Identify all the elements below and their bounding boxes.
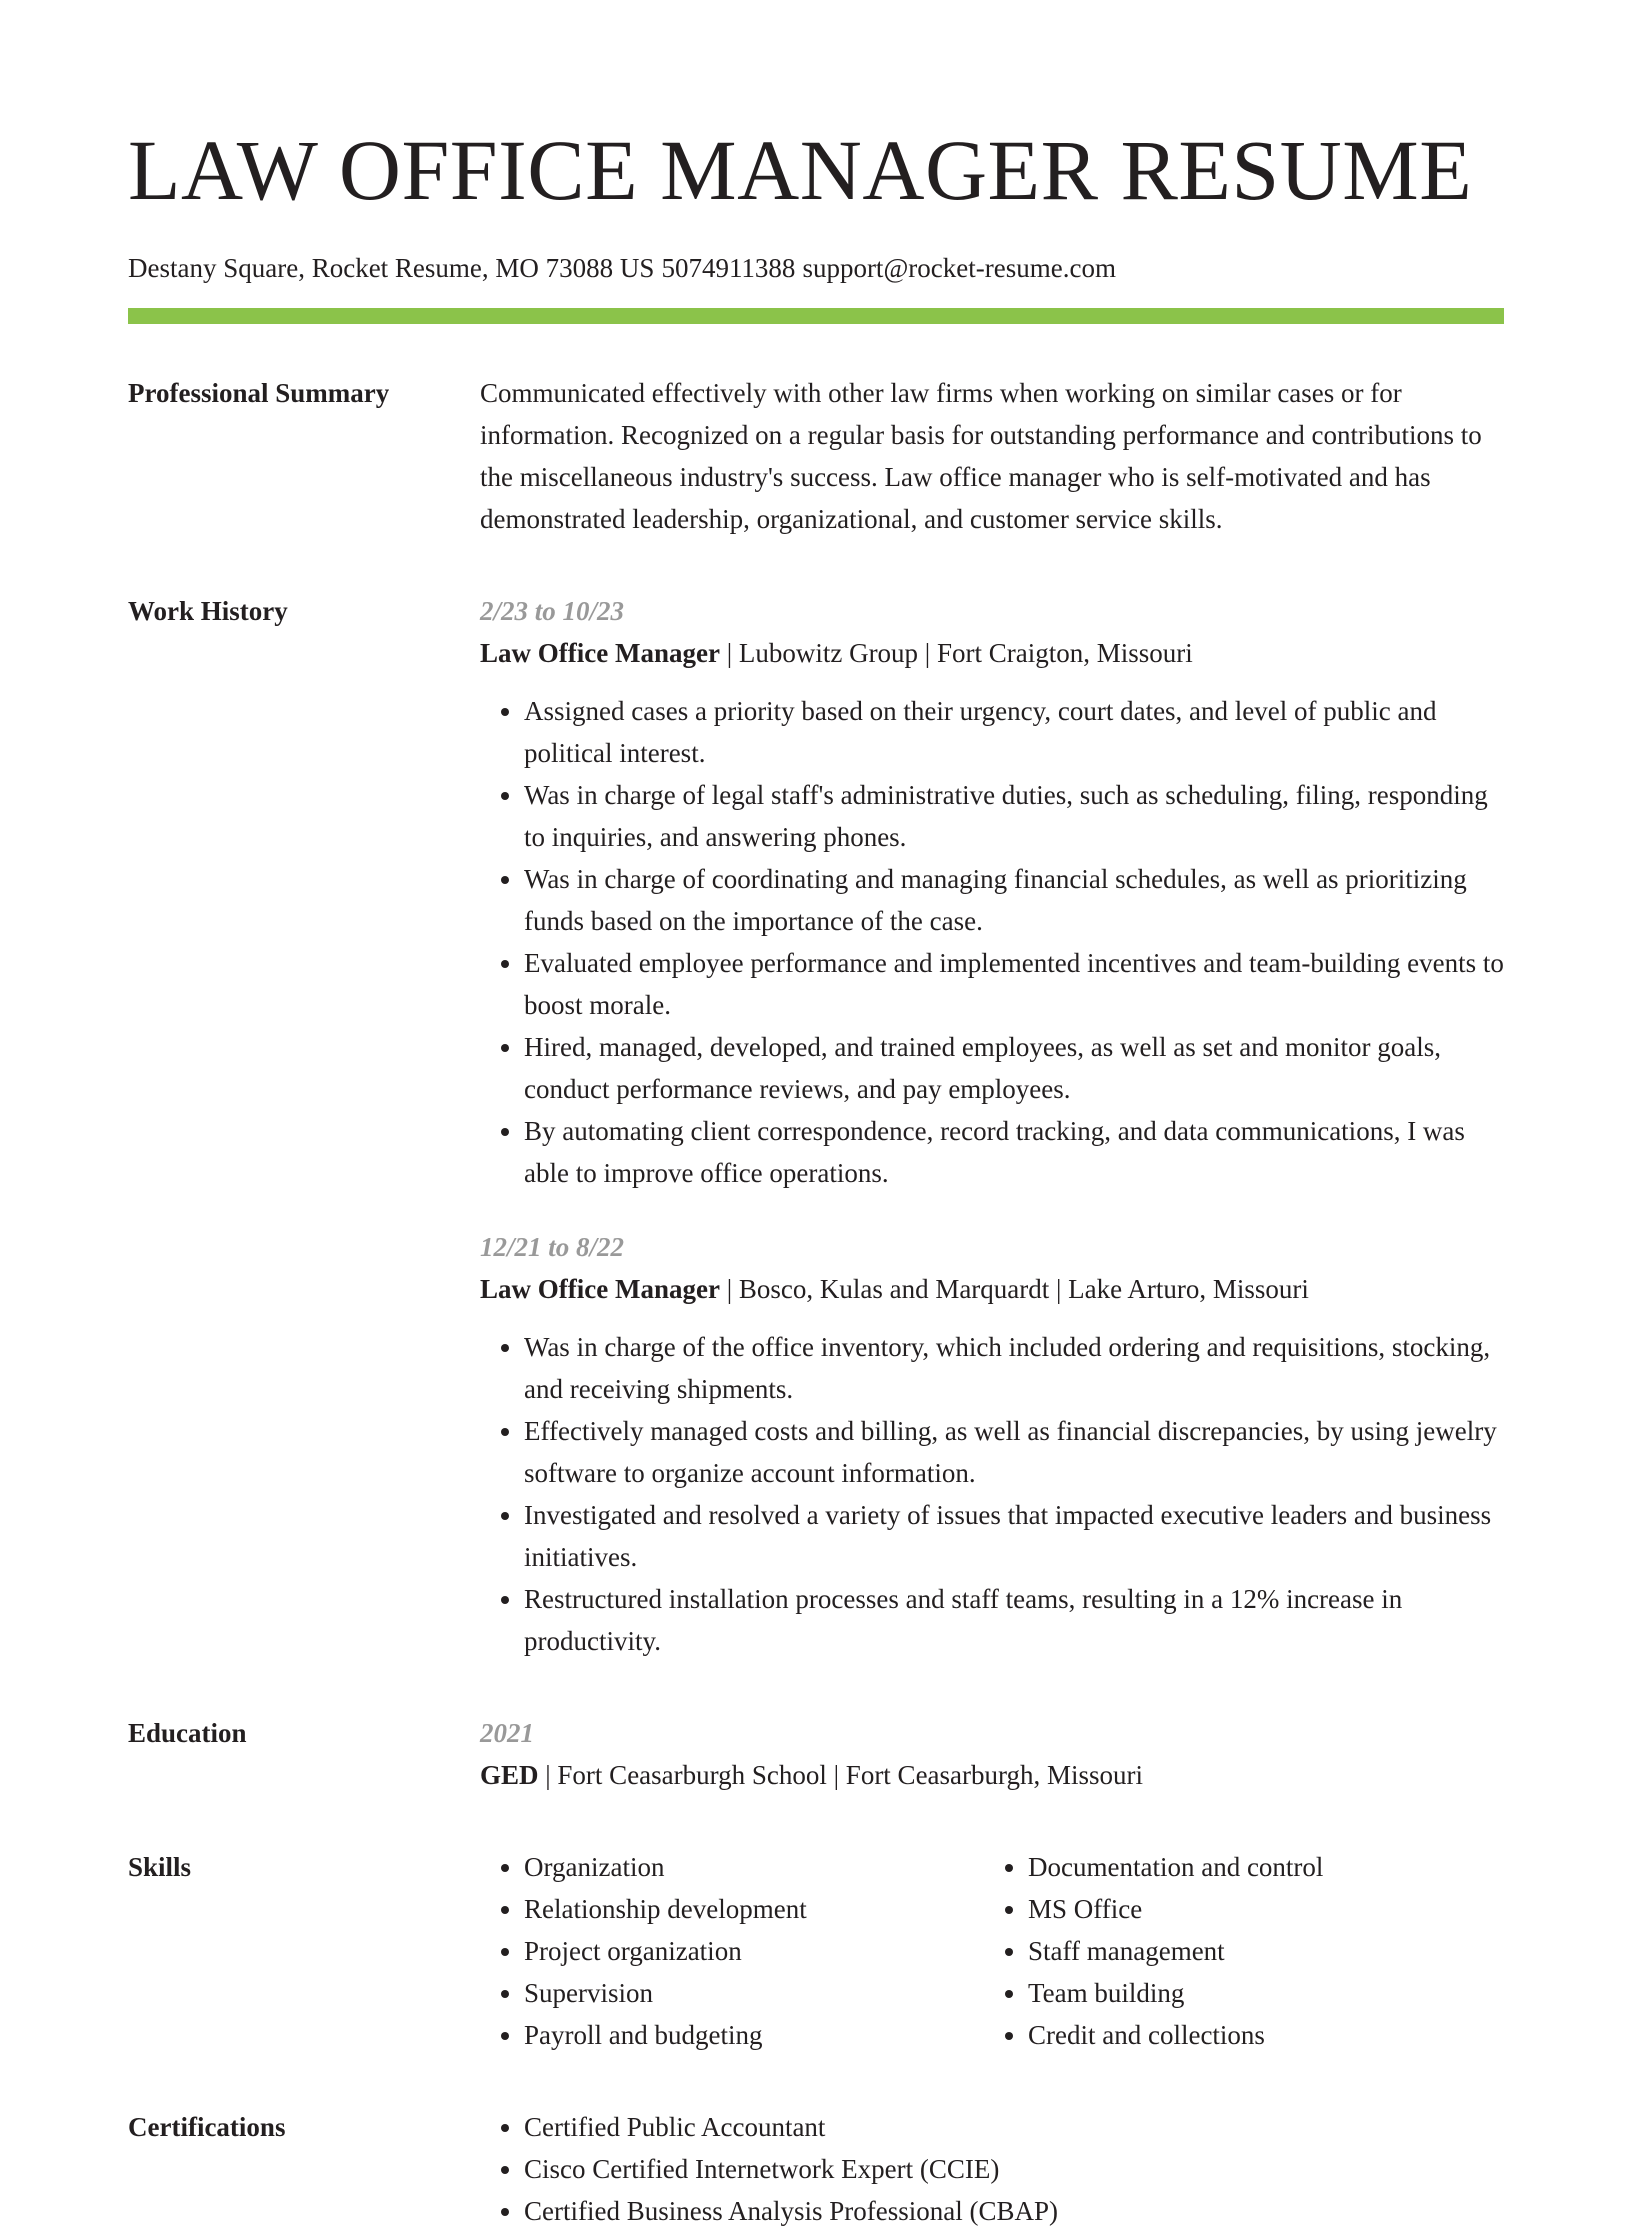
job-bullet: • By automating client correspondence, record tracking, and data communications, I was able to improve office operations.: [524, 1110, 1504, 1194]
job-bullet: • Effectively managed costs and billing, as well as financial discrepancies, by using jewelry software to organize account information.: [524, 1410, 1504, 1494]
job-bullet: • Investigated and resolved a variety of issues that impacted executive leaders and business initiatives.: [524, 1494, 1504, 1578]
contact-line: [128, 248, 1504, 288]
summary-body: [480, 372, 1504, 540]
certification-item: • Cisco Certified Internetwork Expert (CCIE): [524, 2148, 1504, 2190]
skill-item: • Supervision: [524, 1972, 984, 2014]
section-heading-summary: Professional Summary: [128, 378, 390, 408]
certification-item: • Certified Public Accountant: [524, 2106, 1504, 2148]
education-details: | Fort Ceasarburgh School | Fort Ceasarburgh, Missouri: [538, 1760, 1144, 1790]
job-entry: [480, 590, 1504, 1194]
resume-page: [128, 120, 1504, 2232]
job-details: | Lubowitz Group | Fort Craigton, Missouri: [719, 638, 1193, 668]
summary-text: Communicated effectively with other law firms when working on similar cases or for information. Recognized on a regular basis for outstanding performance and contributions to the miscellaneous industry's success. Law office manager who is self-motivated and has demonstrated leadership, organizational, and customer service skills.: [480, 378, 1482, 534]
skills-section: [128, 1846, 1504, 2056]
skills-body: [480, 1846, 1504, 2056]
section-heading-skills: Skills: [128, 1852, 192, 1882]
skill-item: • Project organization: [524, 1930, 984, 1972]
skill-item: • Team building: [1028, 1972, 1488, 2014]
section-heading-work-history: Work History: [128, 596, 288, 626]
education-section: [128, 1712, 1504, 1796]
education-line: [480, 1754, 1504, 1796]
job-bullet: • Assigned cases a priority based on their urgency, court dates, and level of public and political interest.: [524, 690, 1504, 774]
skill-item: • Staff management: [1028, 1930, 1488, 1972]
job-bullet: • Was in charge of the office inventory, which included ordering and requisitions, stocking, and receiving shipments.: [524, 1326, 1504, 1410]
skill-item: • Payroll and budgeting: [524, 2014, 984, 2056]
header-divider: [128, 308, 1504, 324]
resume-title: LAW OFFICE MANAGER RESUME: [128, 122, 1473, 218]
skill-item: • Documentation and control: [1028, 1846, 1488, 1888]
job-bullet: • Was in charge of coordinating and managing financial schedules, as well as prioritizing funds based on the importance of the case.: [524, 858, 1504, 942]
phone: 5074911388: [661, 253, 796, 283]
job-bullet: • Restructured installation processes and staff teams, resulting in a 12% increase in productivity.: [524, 1578, 1504, 1662]
address: Destany Square, Rocket Resume, MO 73088 US: [128, 253, 655, 283]
job-role-line: [480, 632, 1504, 674]
job-dates: 2/23 to 10/23: [480, 596, 625, 626]
education-year: 2021: [480, 1718, 534, 1748]
skill-item: • Organization: [524, 1846, 984, 1888]
skill-item: • MS Office: [1028, 1888, 1488, 1930]
work-history-body: [480, 590, 1504, 1662]
job-entry: [480, 1226, 1504, 1662]
skill-item: • Credit and collections: [1028, 2014, 1488, 2056]
education-degree: GED: [480, 1760, 539, 1790]
job-dates: 12/21 to 8/22: [480, 1232, 625, 1262]
certifications-body: [480, 2106, 1504, 2232]
skills-column-1: [480, 1846, 984, 2056]
job-title: Law Office Manager: [480, 1274, 720, 1304]
job-bullets: [480, 690, 1504, 1194]
job-bullet: • Was in charge of legal staff's administrative duties, such as scheduling, filing, responding to inquiries, and answering phones.: [524, 774, 1504, 858]
job-title: Law Office Manager: [480, 638, 720, 668]
job-bullets: [480, 1326, 1504, 1662]
skills-grid: [480, 1846, 1504, 2056]
certifications-section: [128, 2106, 1504, 2232]
job-details: | Bosco, Kulas and Marquardt | Lake Arturo, Missouri: [719, 1274, 1309, 1304]
certifications-list: [480, 2106, 1504, 2232]
email: support@rocket-resume.com: [802, 253, 1116, 283]
certification-item: • Certified Business Analysis Professional (CBAP): [524, 2190, 1504, 2232]
summary-section: [128, 372, 1504, 540]
section-heading-certifications: Certifications: [128, 2112, 286, 2142]
job-bullet: • Hired, managed, developed, and trained employees, as well as set and monitor goals, conduct performance reviews, and pay employees.: [524, 1026, 1504, 1110]
section-heading-education: Education: [128, 1718, 247, 1748]
job-role-line: [480, 1268, 1504, 1310]
work-history-section: [128, 590, 1504, 1662]
skills-column-2: [984, 1846, 1488, 2056]
education-body: [480, 1712, 1504, 1796]
skill-item: • Relationship development: [524, 1888, 984, 1930]
job-bullet: • Evaluated employee performance and implemented incentives and team-building events to boost morale.: [524, 942, 1504, 1026]
